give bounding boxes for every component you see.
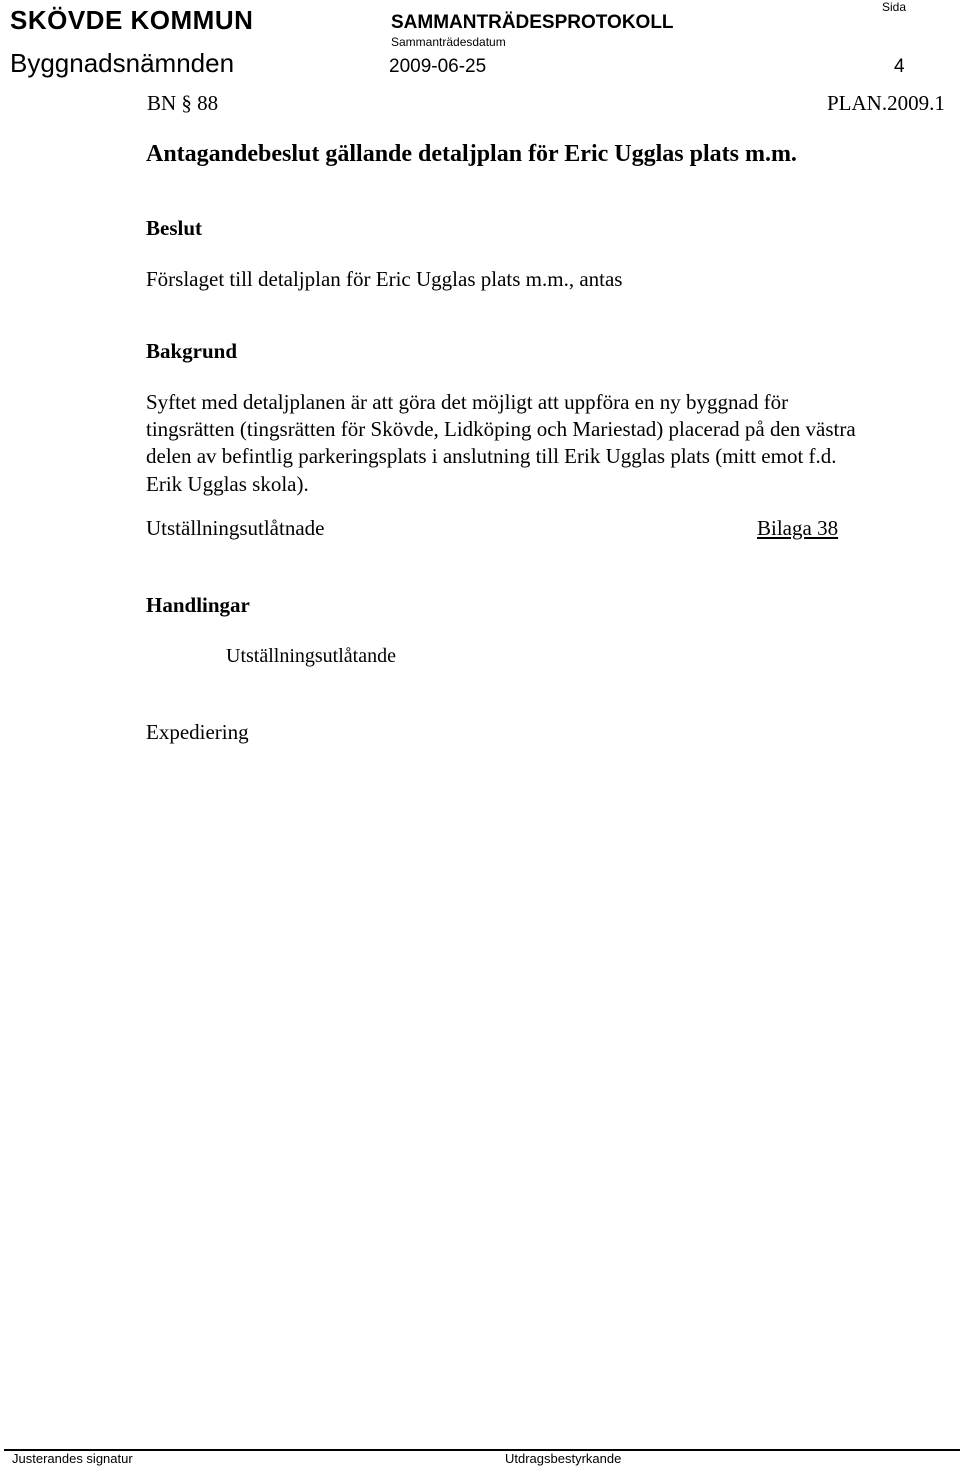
document-type: SAMMANTRÄDESPROTOKOLL <box>391 12 674 33</box>
beslut-heading: Beslut <box>146 216 203 240</box>
background-line: Erik Ugglas skola). <box>146 471 309 496</box>
page-caption: Sida <box>882 0 907 14</box>
exhibit-label: Utställningsutlåtnade <box>146 516 325 540</box>
case-number: PLAN.2009.1 <box>827 91 945 115</box>
background-line: delen av befintlig parkeringsplats i anslutning till Erik Ugglas plats (mitt emot f.d. <box>146 444 837 469</box>
decision-text: Förslaget till detaljplan för Eric Ugglas plats m.m., antas <box>146 267 623 291</box>
municipality-logo: SKÖVDE KOMMUN <box>10 5 254 35</box>
date-caption: Sammanträdesdatum <box>391 35 506 49</box>
case-title: Antagandebeslut gällande detaljplan för Eric Ugglas plats m.m. <box>146 141 797 167</box>
extract-certification-label: Utdragsbestyrkande <box>505 1451 622 1466</box>
background-line: tingsrätten (tingsrätten för Skövde, Lidköping och Mariestad) placerad på den västra <box>146 417 856 442</box>
attachment-link[interactable]: Bilaga 38 <box>757 516 839 540</box>
meeting-date: 2009-06-25 <box>389 56 487 77</box>
committee-name: Byggnadsnämnden <box>10 48 235 78</box>
footer-divider <box>4 1449 960 1451</box>
expediering-heading: Expediering <box>146 720 249 744</box>
document-list-item: Utställningsutlåtande <box>226 645 396 667</box>
paragraph-reference: BN § 88 <box>147 91 219 115</box>
signature-label: Justerandes signatur <box>12 1451 133 1466</box>
background-line: Syftet med detaljplanen är att göra det möjligt att uppföra en ny byggnad för <box>146 390 789 414</box>
bakgrund-heading: Bakgrund <box>146 339 238 363</box>
page-number: 4 <box>894 56 905 77</box>
handlingar-heading: Handlingar <box>146 593 250 617</box>
background-paragraph <box>146 389 936 498</box>
